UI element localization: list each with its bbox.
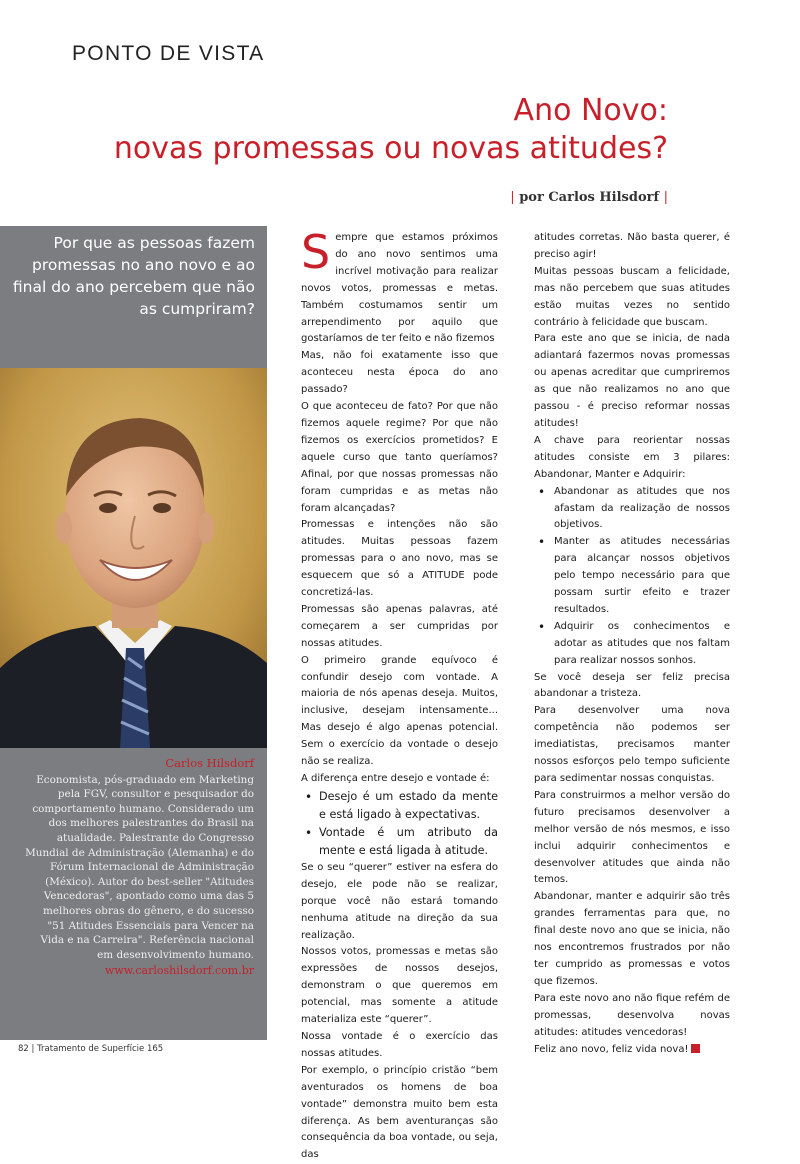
list-item: • Abandonar as atitudes que nos afastam da realização de nossos objetivos. — [534, 484, 730, 535]
paragraph: Abandonar, manter e adquirir são três grandes ferramentas para que, no final deste novo ano que se inicia, não nos encontremos frustrados por não ter cumprido as promessas e votos que fizemos. — [534, 891, 730, 987]
sidebar-panel — [0, 226, 267, 1040]
paragraph: Nossa vontade é o exercício das nossas atitudes. — [301, 1030, 498, 1059]
paragraph: O primeiro grande equívoco é confundir desejo com vontade. A maioria de nós apenas deseja. Muitos, inclusive, desejam intensamente... Mas desejo é algo apenas potencial. Sem o exercício da vontade o desejo não se realiza. — [301, 654, 498, 768]
byline-bar-right: | — [663, 190, 668, 205]
paragraph: Se o seu “querer” estiver na esfera do desejo, ele pode não se realizar, porque você não estará tomando nenhuma atitude na direção da sua realização. — [301, 861, 498, 941]
closing-line: Feliz ano novo, feliz vida nova! — [534, 1043, 689, 1055]
paragraph-text: empre que estamos próximos do ano novo sentimos uma incrível motivação para realizar novos votos, promessas e metas. Também costumamos sentir um arrependimento por aquilo que gostaríamos de ter feito e não fizemos — [301, 232, 498, 345]
author-photo — [0, 368, 267, 748]
paragraph: Mas, não foi exatamente isso que aconteceu nesta época do ano passado? — [301, 350, 498, 396]
list-item: • Adquirir os conhecimentos e adotar as atitudes que nos faltam para realizar nossos sonhos. — [534, 619, 730, 670]
paragraph — [534, 1042, 730, 1059]
paragraph: A chave para reorientar nossas atitudes consiste em 3 pilares: Abandonar, Manter e Adquirir: — [534, 434, 730, 480]
byline — [510, 190, 668, 205]
list-item: • Manter as atitudes necessárias para alcançar nossos objetivos pelo tempo necessário para que possam surtir efeito e trazer resultados. — [534, 534, 730, 619]
paragraph: Para este novo ano não fique refém de promessas, desenvolva novas atitudes: atitudes vencedoras! — [534, 992, 730, 1038]
paragraph: Promessas e intenções não são atitudes. Muitas pessoas fazem promessas para o ano novo, mas se esquecem que só a ATITUDE pode concretizá-las. — [301, 519, 498, 599]
article-title — [114, 92, 668, 168]
paragraph: Para este ano que se inicia, de nada adiantará fazermos novas promessas ou apenas acreditar que cumpriremos as que não realizamos no ano que passou - é preciso reformar nossas atitudes! — [534, 333, 730, 429]
author-portrait-image — [0, 368, 267, 748]
end-mark-icon — [691, 1044, 700, 1053]
bio-url-link[interactable]: www.carloshilsdorf.com.br — [104, 964, 254, 978]
section-label: PONTO DE VISTA — [72, 42, 265, 65]
title-line-2: novas promessas ou novas atitudes? — [113, 131, 668, 166]
list-item: • Vontade é um atributo da mente e está ligada à atitude. — [301, 824, 498, 860]
paragraph: O que aconteceu de fato? Por que não fizemos aquele regime? Por que não fizemos os exercícios prometidos? E aquele curso que tanto queríamos? Afinal, por que nossas promessas não foram cumpridas e as metas não foram alcançadas? — [301, 401, 498, 514]
page-folio: 82 | Tratamento de Superfície 165 — [18, 1044, 164, 1054]
pull-quote: Por que as pessoas fazem promessas no ano novo e ao final do ano percebem que não as cumpriram? — [12, 234, 255, 318]
article-column-1 — [301, 225, 498, 1164]
paragraph: Nossos votos, promessas e metas são expressões de nossos desejos, demonstram o que queremos em potencial, mas somente a atitude materializa este “querer”. — [301, 946, 498, 1026]
paragraph: Se você deseja ser feliz precisa abandonar a tristeza. — [534, 671, 730, 700]
paragraph: atitudes corretas. Não basta querer, é preciso agir! — [534, 232, 730, 260]
byline-bar-left: | — [510, 190, 515, 205]
bullet-list — [534, 484, 730, 670]
bio-name: Carlos Hilsdorf — [165, 756, 254, 770]
paragraph: Muitas pessoas buscam a felicidade, mas não percebem que suas atitudes estão muitas vezes no sentido contrário à felicidade que buscam. — [534, 265, 730, 328]
paragraph: Para desenvolver uma nova competência não podemos ser imediatistas, precisamos manter nossos esforços pelo tempo suficiente para sedimentar nossas conquistas. — [534, 705, 730, 784]
byline-text: por Carlos Hilsdorf — [519, 190, 660, 205]
article-column-2 — [534, 230, 730, 1058]
author-bio — [24, 756, 254, 979]
bullet-list — [301, 788, 498, 860]
drop-cap: S — [301, 225, 331, 279]
paragraph: Por exemplo, o princípio cristão “bem aventurados os homens de boa vontade” demonstra muito bem esta diferença. As bem aventuranças são consequência da boa vontade, ou seja, das — [301, 1064, 498, 1161]
paragraph: Para construirmos a melhor versão do futuro precisamos desenvolver a melhor versão de nós mesmos, e isso inclui adquirir conhecimentos e desenvolver atitudes que ainda não temos. — [534, 789, 730, 886]
list-item: • Desejo é um estado da mente e está ligado à expectativas. — [301, 788, 498, 824]
bio-text: Economista, pós-graduado em Marketing pela FGV, consultor e pesquisador do comportamento humano. Considerado um dos melhores palestrantes do Brasil na atualidade. Palestrante do Congresso Mundial de Administração (Alemanha) e do Fórum Internacional de Administração (México). Autor do best-seller "Atitudes Vencedoras", apontado como uma das 5 melhores obras do gênero, e do sucesso "51 Atitudes Essenciais para Vencer na Vida e na Carreira". Referência nacional em desenvolvimento humano. — [25, 773, 254, 961]
paragraph — [301, 225, 498, 348]
title-line-1: Ano Novo: — [513, 93, 668, 128]
paragraph: Promessas são apenas palavras, até começarem a ser cumpridas por nossas atitudes. — [301, 603, 498, 649]
paragraph: A diferença entre desejo e vontade é: — [301, 773, 490, 784]
